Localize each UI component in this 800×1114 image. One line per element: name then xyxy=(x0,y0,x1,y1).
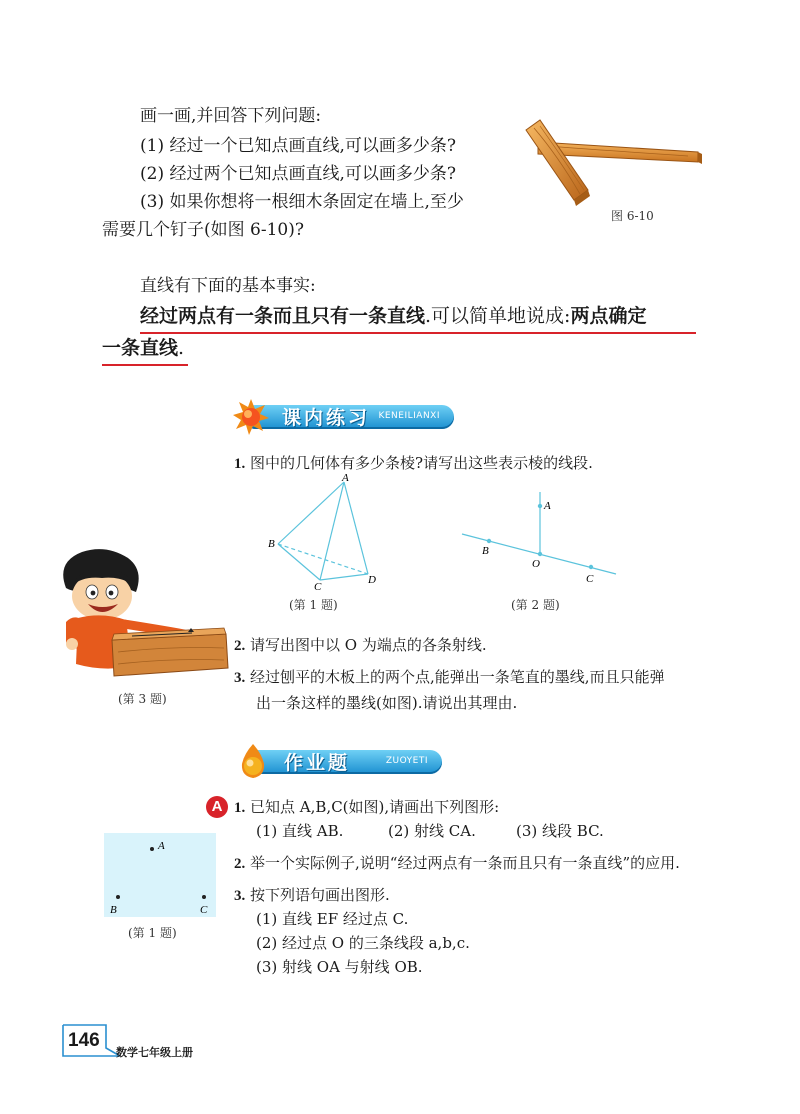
homework-q2 xyxy=(234,852,680,875)
practice-banner xyxy=(244,405,454,429)
pyramid-figure xyxy=(262,470,392,592)
wood-sticks-illustration xyxy=(518,116,704,208)
figure-6-10-caption: 图 6-10 xyxy=(611,209,654,223)
homework-figure-caption: (第 1 题) xyxy=(128,926,177,940)
fact-highlight-1: 经过两点有一条而且只有一条直线 xyxy=(140,305,426,327)
intro-question-1: (1) 经过一个已知点画直线,可以画多少条? xyxy=(140,136,457,156)
practice-q1-text: 图中的几何体有多少条棱?请写出这些表示棱的线段. xyxy=(250,454,593,472)
homework-q2-number: 2. xyxy=(234,856,246,872)
practice-q3-line2: 出一条这样的墨线(如图).请说出其理由. xyxy=(256,694,518,712)
practice-q3-line1: 经过刨平的木板上的两个点,能弹出一条笔直的墨线,而且只能弹 xyxy=(250,668,665,686)
practice-q2 xyxy=(234,634,487,657)
sun-icon xyxy=(232,398,270,436)
intro-question-3b: 需要几个钉子(如图 6-10)? xyxy=(102,220,304,240)
rays-label-a: A xyxy=(544,500,551,512)
fact-highlight-2: 两点确定 xyxy=(570,305,647,327)
flame-icon xyxy=(234,742,272,780)
homework-q3-sub1: (1) 直线 EF 经过点 C. xyxy=(256,910,409,928)
pyramid-label-c: C xyxy=(314,581,322,592)
homework-banner xyxy=(246,750,442,774)
fact-statement-line1 xyxy=(140,302,646,330)
homework-q1-sub1: (1) 直线 AB. xyxy=(256,822,344,840)
figure-1-caption: (第 1 题) xyxy=(289,598,338,612)
point-label-c: C xyxy=(200,904,208,916)
rays-label-o: O xyxy=(532,558,540,570)
pyramid-label-a: A xyxy=(342,472,349,484)
rays-label-b: B xyxy=(482,545,489,557)
practice-q1-number: 1. xyxy=(234,456,246,472)
homework-q2-text: 举一个实际例子,说明“经过两点有一条而且只有一条直线”的应用. xyxy=(250,854,680,872)
practice-banner-pinyin: KENEILIANXI xyxy=(378,411,440,421)
fact-text-1: .可以简单地说成: xyxy=(425,305,571,327)
intro-question-2: (2) 经过两个已知点画直线,可以画多少条? xyxy=(140,164,457,184)
pyramid-label-b: B xyxy=(268,538,275,550)
point-label-a: A xyxy=(158,840,165,852)
point-label-b: B xyxy=(110,904,117,916)
homework-q3-number: 3. xyxy=(234,888,246,904)
homework-q1 xyxy=(234,796,499,819)
fact-text-2: . xyxy=(178,337,185,359)
fact-underline-2 xyxy=(102,364,188,366)
practice-q3 xyxy=(234,666,665,689)
homework-q3-sub2: (2) 经过点 O 的三条线段 a,b,c. xyxy=(256,934,470,952)
intro-prompt: 画一画,并回答下列问题: xyxy=(140,106,322,126)
boy-with-board-illustration xyxy=(52,548,230,688)
homework-q3-sub3: (3) 射线 OA 与射线 OB. xyxy=(256,958,423,976)
intro-question-3a: (3) 如果你想将一根细木条固定在墙上,至少 xyxy=(140,192,464,212)
rays-label-c: C xyxy=(586,573,594,585)
rays-figure xyxy=(460,488,620,592)
fact-lead: 直线有下面的基本事实: xyxy=(140,276,316,296)
page-number: 146 xyxy=(68,1030,100,1051)
points-figure xyxy=(104,833,216,917)
figure-2-caption: (第 2 题) xyxy=(511,598,560,612)
fact-underline-1 xyxy=(140,332,696,334)
points-figure-svg xyxy=(104,833,216,917)
practice-q3-number: 3. xyxy=(234,670,246,686)
practice-q2-text: 请写出图中以 O 为端点的各条射线. xyxy=(250,636,487,654)
practice-q2-number: 2. xyxy=(234,638,246,654)
book-title: 数学七年级上册 xyxy=(116,1046,193,1059)
pyramid-label-d: D xyxy=(368,574,376,586)
fact-highlight-3: 一条直线 xyxy=(102,337,179,359)
homework-banner-pinyin: ZUOYETI xyxy=(385,756,428,766)
homework-q3-text: 按下列语句画出图形. xyxy=(250,886,390,904)
homework-q1-text: 已知点 A,B,C(如图),请画出下列图形: xyxy=(250,798,500,816)
homework-q1-sub2: (2) 射线 CA. xyxy=(388,822,476,840)
homework-banner-title: 作业题 xyxy=(284,752,351,774)
homework-q3 xyxy=(234,884,390,907)
homework-q1-number: 1. xyxy=(234,800,246,816)
figure-3-caption: (第 3 题) xyxy=(118,692,167,706)
fact-statement-line2 xyxy=(102,334,184,362)
level-a-badge: A xyxy=(206,796,228,818)
homework-q1-sub3: (3) 线段 BC. xyxy=(516,822,604,840)
practice-banner-title: 课内练习 xyxy=(282,407,371,429)
